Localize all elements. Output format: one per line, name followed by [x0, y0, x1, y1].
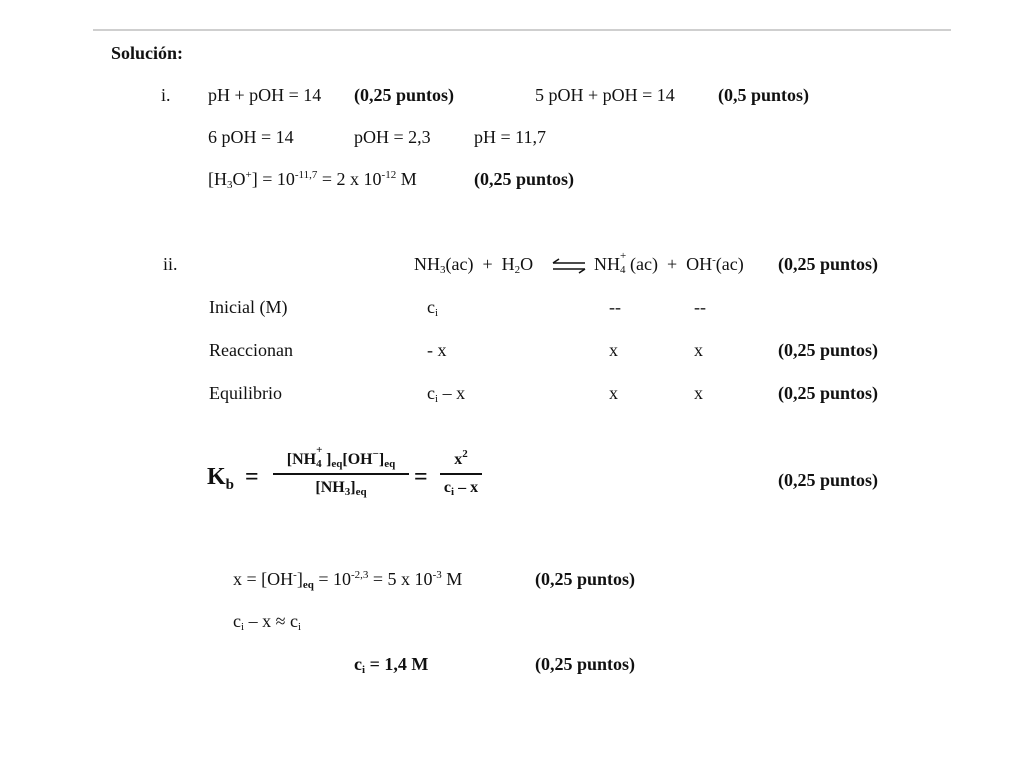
- row-equilibrio-oh: x: [694, 383, 703, 403]
- kb-denominator: $[NH_3]_{eq}$: [315, 479, 367, 498]
- kb-fraction-2: [440, 450, 482, 498]
- eq-ph-poh: pH + pOH = 14: [208, 85, 322, 105]
- equilibrium-arrow-icon: [551, 258, 587, 274]
- top-divider: [93, 29, 951, 31]
- row-reaccionan-oh: x: [694, 340, 703, 360]
- eq-approximation: $c_i - x \approx c_i$: [233, 611, 301, 633]
- row-equilibrio-nh4: x: [609, 383, 618, 403]
- eq-poh-value: pOH = 2,3: [354, 127, 431, 147]
- eq-ph-value: pH = 11,7: [474, 127, 546, 147]
- eq-6poh: 6 pOH = 14: [208, 127, 294, 147]
- row-equilibrio-label: Equilibrio: [209, 383, 282, 403]
- points-label: (0,25 puntos): [535, 654, 636, 674]
- points-label: (0,25 puntos): [778, 470, 879, 490]
- kb-fraction-bar-2: [440, 473, 482, 475]
- kb-denominator-2: $c_i$ – x: [443, 479, 479, 498]
- eq-h3o-concentration: $[H_3O^+] = 10^{-11,7} = 2$ x $10^{-12}$ M: [208, 169, 417, 191]
- points-label: (0,25 puntos): [778, 340, 879, 360]
- points-label: (0,25 puntos): [778, 254, 879, 274]
- kb-fraction: [273, 444, 409, 498]
- kb-equals-2: =: [414, 464, 428, 490]
- points-label: (0,5 puntos): [718, 85, 810, 105]
- points-label: (0,25 puntos): [474, 169, 575, 189]
- points-label: (0,25 puntos): [778, 383, 879, 403]
- kb-numerator: [NH + 4 ]$_{eq}[OH^-]_{eq}$: [286, 444, 396, 471]
- part-ii-label: ii.: [163, 254, 178, 274]
- part-i-label: i.: [161, 85, 171, 105]
- points-label: (0,25 puntos): [354, 85, 455, 105]
- row-reaccionan-c: - x: [427, 340, 447, 360]
- kb-equals: =: [245, 464, 259, 490]
- kb-symbol: $K_b$: [207, 464, 235, 493]
- eq-5poh: 5 pOH + pOH = 14: [535, 85, 675, 105]
- kb-fraction-bar: [273, 473, 409, 475]
- row-inicial-label: Inicial (M): [209, 297, 288, 317]
- reaction-reactants: $NH_3(ac) + H_2O$: [414, 254, 534, 276]
- row-reaccionan-label: Reaccionan: [209, 340, 293, 360]
- points-label: (0,25 puntos): [535, 569, 636, 589]
- row-equilibrio-c: $c_i$ – x: [427, 383, 466, 405]
- row-inicial-oh: --: [694, 297, 706, 317]
- reaction-products: NH + 4 (ac) + OH-(ac): [594, 249, 744, 276]
- kb-numerator-2: $x^2$: [454, 448, 468, 468]
- solution-heading: Solución:: [111, 43, 184, 63]
- eq-x-oh: $x = [OH^-]_{eq} = 10^{-2,3} = 5$ x $10^{-3}$ M: [233, 569, 463, 591]
- row-inicial-nh4: --: [609, 297, 621, 317]
- row-reaccionan-nh4: x: [609, 340, 618, 360]
- row-inicial-c: $c_i$: [427, 297, 439, 319]
- eq-result: $c_i = 1,4$ M: [354, 654, 429, 676]
